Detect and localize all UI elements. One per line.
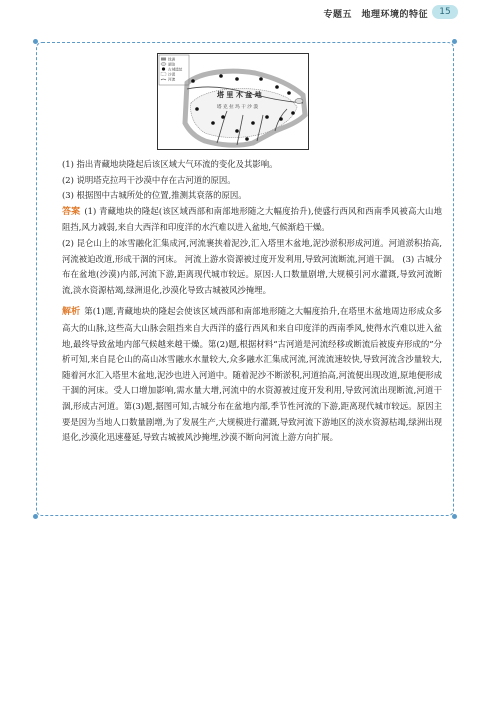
legend-label: 沙漠: [168, 72, 176, 77]
legend-label: 湖泊: [168, 62, 176, 67]
corner-dot: [452, 514, 457, 519]
answer-paragraph-2: (2) 昆仑山上的冰雪融化汇集成河,河流裹挟着泥沙,汇入塔里木盆地,泥沙淤积形成河道。河道淤积抬高,河流被迫改道,形成干涸的河床。 河流上游水资源被过度开发利用,导致河流断流,河道干涸。 (3) 古城分布在盆地(沙漠)内部,河流下游,距离现代城市较远。原因:人口数量剧增,大规模引河水灌溉,导致河流断流,淡水资源枯竭,绿洲退化,沙漠化导致古城被风沙掩埋。: [62, 237, 442, 295]
analysis-paragraph: [50, 304, 442, 445]
question-2: (2) 说明塔克拉玛干沙漠中存在古河道的原因。: [62, 174, 236, 185]
question-3: (3) 根据图中古城所处的位置,推测其衰落的原因。: [62, 190, 247, 201]
legend-label: 河流: [168, 77, 176, 82]
basin-label: 塔 里 木 盆 地: [217, 91, 262, 99]
page-header: [0, 0, 480, 40]
analysis-label: 解析: [62, 307, 81, 318]
desert-label: 塔 克 拉 玛 干 沙 漠: [217, 105, 258, 110]
corner-dot: [452, 39, 457, 44]
page-number: 15: [432, 5, 458, 19]
tarim-basin-map: [157, 53, 309, 150]
answer-label: 答案: [62, 206, 81, 217]
answer-paragraph-1: [50, 204, 442, 236]
legend-label: 绿洲: [168, 57, 176, 62]
analysis-text: 第(1)题,青藏地块的隆起会使该区域西部和南部地形随之大幅度抬升,在塔里木盆地周边形成众多高大的山脉,这些高大山脉会阻挡来自大西洋的盛行西风和来自印度洋的西南季风,使得水汽难以进入盆地,最终导致盆地内部气候越来越干燥。第(2)题,根据材料“古河道是河流经移或断流后被废弃形成的”分析可知,来自昆仑山的高山冰雪融水水量较大,众多融水汇集成河流,河流流速较快,导致河流含沙量较大,随着河水汇入塔里木盆地,泥沙也进入河道中。随着泥沙不断淤积,河道抬高,河流便出现改道,原地便形成干涸的河床。受人口增加影响,需水量大增,河流中的水资源被过度开发利用,导致河流出现断流,河道干涸,形成古河道。第(3)题,据图可知,古城分布在盆地内部,季节性河流的下游,距离现代城市较远。原因主要是因为当地人口数量剧增,为了发展生产,大规模进行灌溉,导致河流下游地区的淡水资源枯竭,绿洲出现退化,沙漠化迅速蔓延,导致古城被风沙掩埋,沙漠不断向河流上游方向扩展。: [62, 306, 442, 443]
corner-dot: [33, 514, 38, 519]
section-label: 专题五 地理环境的特征: [323, 10, 428, 20]
legend-label: 古城遗址: [168, 67, 183, 72]
corner-dot: [33, 39, 38, 44]
question-content: [50, 157, 442, 446]
question-1: (1) 指出青藏地块隆起后该区域大气环流的变化及其影响。: [62, 159, 278, 169]
answer-text-1: (1) 青藏地块的隆起(该区域西部和南部地形随之大幅度抬升),使盛行西风和西南季风被高大山地阻挡,风力减弱,来自大西洋和印度洋的水汽难以进入盆地,气候渐趋干燥。: [62, 205, 442, 233]
